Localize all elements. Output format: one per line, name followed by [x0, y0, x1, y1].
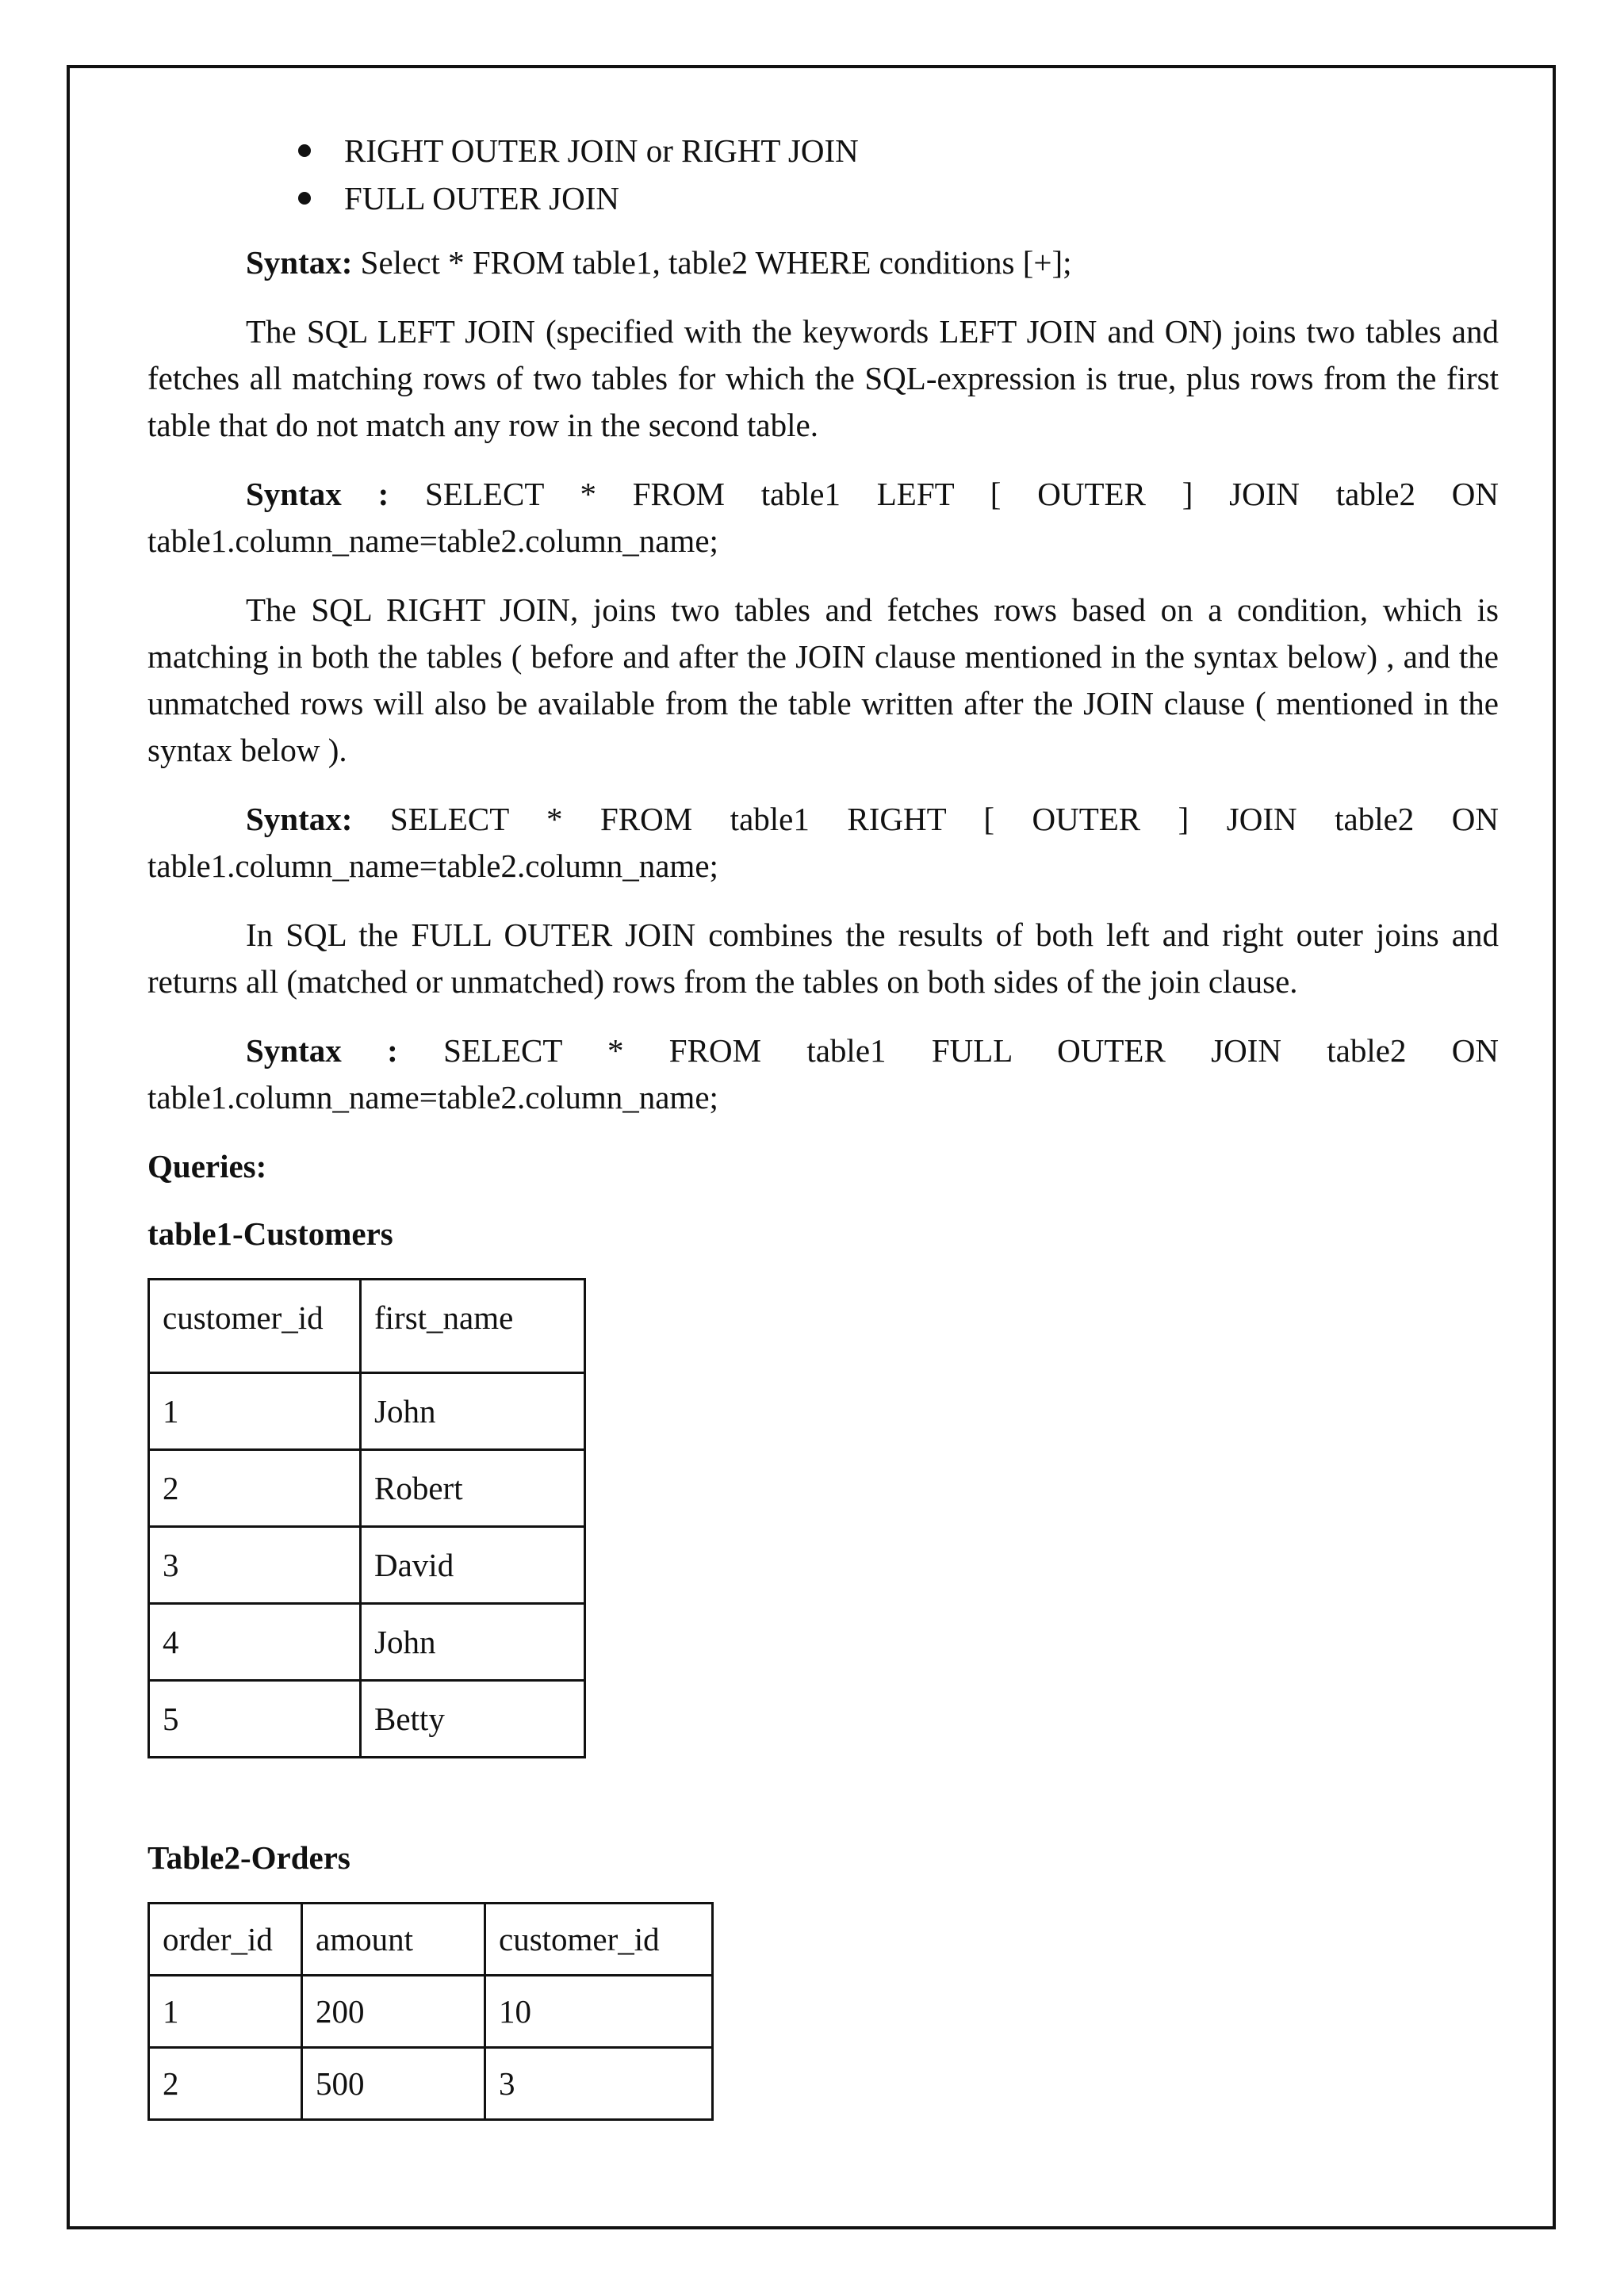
syntax-label: Syntax:: [246, 801, 353, 837]
left-join-syntax-continuation: table1.column_name=table2.column_name;: [147, 522, 718, 559]
table-cell: Betty: [361, 1681, 585, 1758]
table-row: [149, 2048, 713, 2120]
list-item: FULL OUTER JOIN: [147, 174, 1499, 222]
document-content: [147, 127, 1499, 2121]
join-type-list: [147, 127, 1499, 222]
table-cell: 5: [149, 1681, 361, 1758]
syntax-text: SELECT * FROM table1 LEFT [ OUTER ] JOIN table2 ON: [389, 476, 1499, 512]
column-header: customer_id: [485, 1904, 713, 1976]
right-join-syntax: [147, 796, 1499, 843]
orders-table-title: Table2-Orders: [147, 1839, 350, 1876]
table-cell: John: [361, 1373, 585, 1450]
orders-table: [147, 1902, 714, 2121]
table-cell: 3: [485, 2048, 713, 2120]
table-header-row: [149, 1280, 585, 1373]
table-row: [149, 1373, 585, 1450]
right-join-description: The SQL RIGHT JOIN, joins two tables and fetches rows based on a condition, which is matching in both the tables ( before and after the JOIN clause mentioned in the syntax below) , and the unmatched rows will also be available from the table written after the JOIN clause ( mentioned in the syntax below ).: [147, 591, 1499, 768]
customers-table: [147, 1278, 586, 1758]
table-cell: 2: [149, 1450, 361, 1527]
column-header: customer_id: [149, 1280, 361, 1373]
table-header-row: [149, 1904, 713, 1976]
general-syntax: [147, 239, 1499, 286]
table-row: [149, 1681, 585, 1758]
table-row: [149, 1450, 585, 1527]
column-header: first_name: [361, 1280, 585, 1373]
table-row: [149, 1976, 713, 2048]
table-cell: 200: [302, 1976, 485, 2048]
table-cell: 1: [149, 1373, 361, 1450]
syntax-label: Syntax:: [246, 244, 353, 281]
syntax-text: SELECT * FROM table1 RIGHT [ OUTER ] JOIN table2 ON: [352, 801, 1499, 837]
column-header: amount: [302, 1904, 485, 1976]
table-row: [149, 1604, 585, 1681]
left-join-syntax: [147, 471, 1499, 518]
table-row: [149, 1527, 585, 1604]
syntax-label: Syntax :: [246, 476, 389, 512]
table-cell: Robert: [361, 1450, 585, 1527]
syntax-text: SELECT * FROM table1 FULL OUTER JOIN table2 ON: [397, 1032, 1499, 1069]
table-cell: 3: [149, 1527, 361, 1604]
full-join-syntax-continuation: table1.column_name=table2.column_name;: [147, 1079, 718, 1115]
left-join-description: The SQL LEFT JOIN (specified with the keywords LEFT JOIN and ON) joins two tables and fetches all matching rows of two tables for which the SQL-expression is true, plus rows from the first table that do not match any row in the second table.: [147, 313, 1499, 443]
table-cell: 10: [485, 1976, 713, 2048]
queries-heading: Queries:: [147, 1148, 267, 1184]
full-join-syntax: [147, 1027, 1499, 1074]
right-join-syntax-continuation: table1.column_name=table2.column_name;: [147, 848, 718, 884]
table-cell: 1: [149, 1976, 302, 2048]
list-item: RIGHT OUTER JOIN or RIGHT JOIN: [147, 127, 1499, 174]
customers-table-title: table1-Customers: [147, 1215, 393, 1252]
syntax-text: Select * FROM table1, table2 WHERE conditions [+];: [352, 244, 1072, 281]
full-join-description: In SQL the FULL OUTER JOIN combines the results of both left and right outer joins and returns all (matched or unmatched) rows from the tables on both sides of the join clause.: [147, 916, 1499, 1000]
column-header: order_id: [149, 1904, 302, 1976]
table-cell: 4: [149, 1604, 361, 1681]
table-cell: John: [361, 1604, 585, 1681]
table-cell: 2: [149, 2048, 302, 2120]
table-cell: 500: [302, 2048, 485, 2120]
syntax-label: Syntax :: [246, 1032, 398, 1069]
table-cell: David: [361, 1527, 585, 1604]
